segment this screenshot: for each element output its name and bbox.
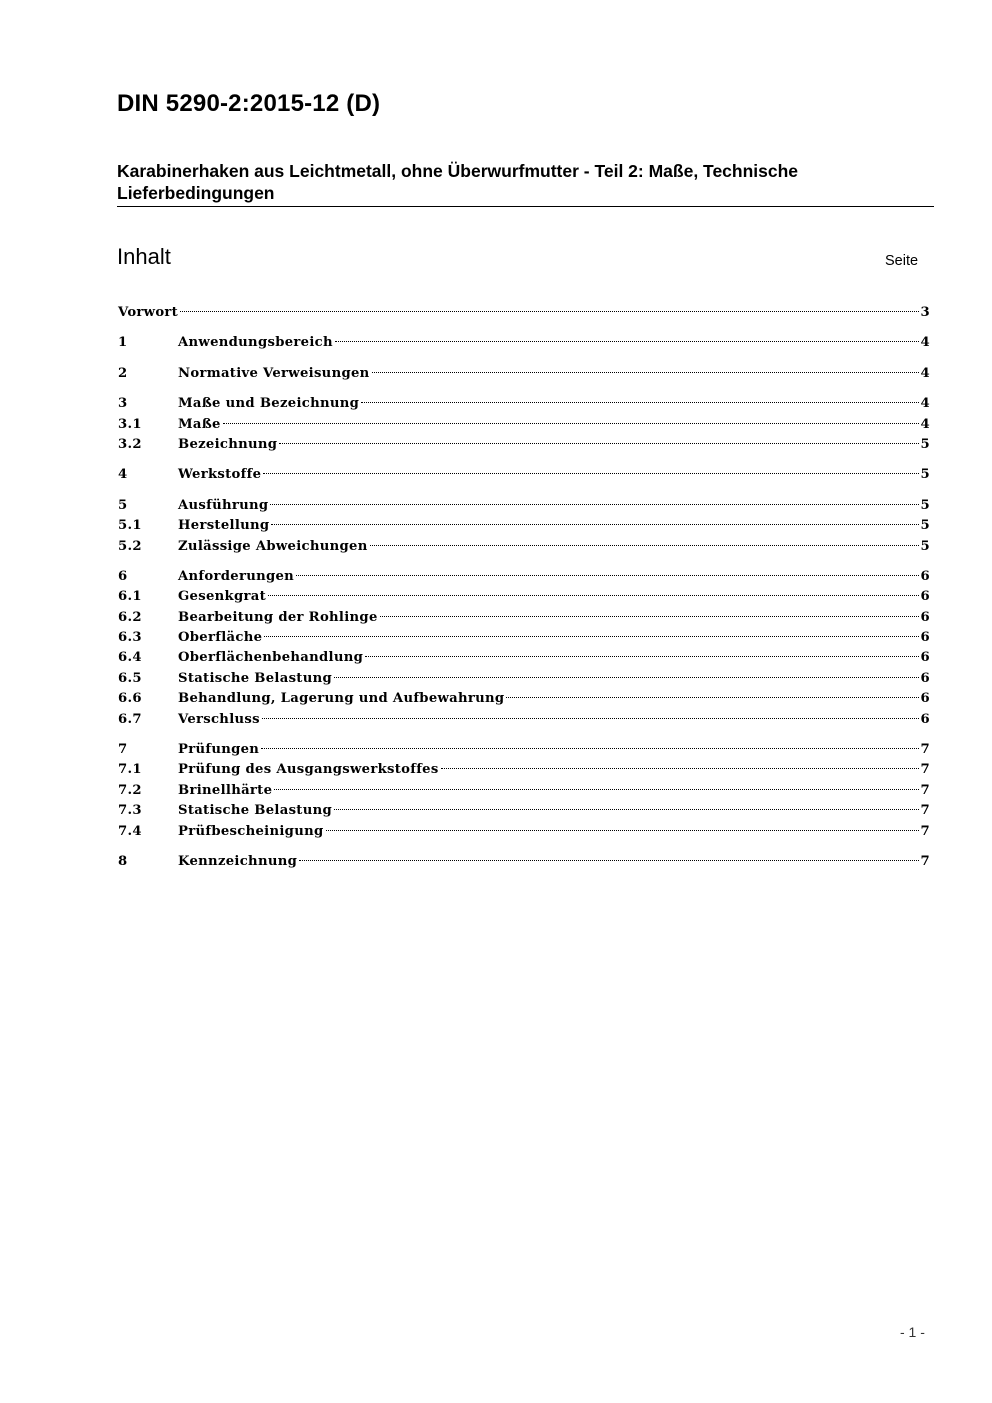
toc-entry-4[interactable] — [118, 465, 930, 485]
toc-entry-page: 6 — [920, 670, 930, 686]
toc-entry-page: 6 — [920, 691, 930, 707]
toc-entry-label: Ausführung — [178, 497, 269, 513]
toc-entry-7[interactable] — [118, 740, 930, 760]
dot-leader — [180, 311, 918, 312]
toc-entry-label: Statische Belastung — [178, 803, 332, 819]
dot-leader — [264, 636, 918, 637]
toc-entry-page: 6 — [920, 630, 930, 646]
dot-leader — [271, 524, 918, 525]
toc-entry-number: 4 — [118, 467, 128, 483]
toc-entry-number: 7.3 — [118, 803, 142, 819]
toc-entry-page: 7 — [920, 803, 930, 819]
dot-leader — [296, 575, 918, 576]
dot-leader — [326, 830, 919, 831]
toc-entry-number: 3 — [118, 396, 128, 412]
toc-entry-number: 5.2 — [118, 538, 142, 554]
toc-entry-number: 5.1 — [118, 518, 142, 534]
toc-entry-page: 4 — [920, 416, 930, 432]
dot-leader — [262, 718, 919, 719]
toc-entry-page: 7 — [920, 853, 930, 869]
toc-entry-6[interactable] — [118, 567, 930, 587]
dot-leader — [365, 656, 918, 657]
toc-entry-2[interactable] — [118, 364, 930, 384]
toc-entry-page: 6 — [920, 609, 930, 625]
toc-entry-7-4[interactable] — [118, 822, 930, 842]
toc-entry-page: 7 — [920, 782, 930, 798]
toc-entry-7-2[interactable] — [118, 781, 930, 801]
dot-leader — [223, 423, 919, 424]
toc-entry-label: Brinellhärte — [178, 782, 273, 798]
toc-entry-label: Normative Verweisungen — [178, 365, 370, 381]
toc-entry-5[interactable] — [118, 496, 930, 516]
toc-entry-page: 5 — [920, 497, 930, 513]
toc-entry-8[interactable] — [118, 852, 930, 872]
toc-entry-6-1[interactable] — [118, 587, 930, 607]
dot-leader — [274, 789, 918, 790]
toc-entry-6-4[interactable] — [118, 648, 930, 668]
dot-leader — [370, 545, 919, 546]
toc-entry-label: Anforderungen — [178, 568, 295, 584]
toc-entry-label: Maße und Bezeichnung — [178, 396, 360, 412]
toc-entry-vorwort[interactable] — [118, 303, 930, 323]
toc-entry-page: 6 — [920, 589, 930, 605]
toc-entry-number: 1 — [118, 335, 128, 351]
toc-entry-6-2[interactable] — [118, 608, 930, 628]
toc-entry-page: 3 — [920, 305, 930, 320]
toc-entry-label: Gesenkgrat — [178, 589, 266, 605]
toc-entry-label: Statische Belastung — [178, 670, 332, 686]
toc-entry-label: Bezeichnung — [178, 436, 278, 452]
toc-heading: Inhalt — [117, 244, 171, 269]
toc-entry-label: Verschluss — [178, 711, 260, 727]
toc-entry-number: 7.1 — [118, 762, 142, 778]
dot-leader — [263, 473, 918, 474]
toc-entry-label: Oberflächenbehandlung — [178, 650, 364, 666]
toc-entry-7-1[interactable] — [118, 760, 930, 780]
toc-entry-label: Herstellung — [178, 518, 270, 534]
toc-entry-label: Vorwort — [118, 305, 179, 320]
dot-leader — [279, 443, 918, 444]
toc-entry-number: 3.2 — [118, 436, 142, 452]
dot-leader — [506, 697, 918, 698]
toc-entry-page: 7 — [920, 823, 930, 839]
dot-leader — [380, 616, 919, 617]
toc-entry-5-2[interactable] — [118, 537, 930, 557]
toc-entry-number: 6.2 — [118, 609, 142, 625]
toc-entry-page: 4 — [920, 365, 930, 381]
dot-leader — [335, 341, 919, 342]
toc-entry-6-5[interactable] — [118, 669, 930, 689]
toc-entry-page: 5 — [920, 467, 930, 483]
toc-page-column-label: Seite — [885, 253, 919, 269]
dot-leader — [334, 809, 919, 810]
dot-leader — [361, 402, 918, 403]
toc-entry-label: Prüfbescheinigung — [178, 823, 324, 839]
toc-entry-6-6[interactable] — [118, 689, 930, 709]
toc-entry-3[interactable] — [118, 394, 930, 414]
toc-entry-page: 6 — [920, 711, 930, 727]
page-number: - 1 - — [900, 1324, 925, 1340]
dot-leader — [268, 595, 919, 596]
toc-entry-number: 6 — [118, 568, 128, 584]
dot-leader — [270, 504, 918, 505]
toc-entry-label: Anwendungsbereich — [178, 335, 333, 351]
toc-entry-page: 5 — [920, 436, 930, 452]
toc-entry-label: Oberfläche — [178, 630, 263, 646]
toc-entry-page: 5 — [920, 538, 930, 554]
toc-entry-label: Prüfungen — [178, 742, 260, 758]
toc-entry-number: 2 — [118, 365, 128, 381]
toc-entry-number: 8 — [118, 853, 128, 869]
toc-entry-number: 6.6 — [118, 691, 142, 707]
toc-entry-number: 7 — [118, 742, 128, 758]
dot-leader — [261, 748, 918, 749]
toc-entry-number: 6.3 — [118, 630, 142, 646]
toc-entry-page: 7 — [920, 742, 930, 758]
toc-entry-label: Werkstoffe — [178, 467, 262, 483]
dot-leader — [441, 768, 919, 769]
dot-leader — [299, 860, 918, 861]
toc-entry-page: 6 — [920, 650, 930, 666]
toc-entry-label: Behandlung, Lagerung und Aufbewahrung — [178, 691, 505, 707]
toc-entry-number: 5 — [118, 497, 128, 513]
toc-entry-number: 3.1 — [118, 416, 142, 432]
document-title: Karabinerhaken aus Leichtmetall, ohne Überwurfmutter - Teil 2: Maße, Technische Lieferbedingungen — [117, 161, 799, 203]
toc-entry-number: 6.5 — [118, 670, 142, 686]
dot-leader — [372, 372, 919, 373]
toc-entry-5-1[interactable] — [118, 516, 930, 536]
toc-entry-number: 7.2 — [118, 782, 142, 798]
dot-leader — [334, 677, 919, 678]
toc-entry-number: 6.7 — [118, 711, 142, 727]
toc-entry-number: 7.4 — [118, 823, 142, 839]
toc-entry-label: Bearbeitung der Rohlinge — [178, 609, 378, 625]
toc-entry-number: 6.1 — [118, 589, 142, 605]
toc-entry-label: Maße — [178, 416, 221, 432]
toc-entry-page: 6 — [920, 568, 930, 584]
toc-entry-page: 4 — [920, 396, 930, 412]
toc-entry-label: Zulässige Abweichungen — [178, 538, 368, 554]
toc-entry-page: 4 — [920, 335, 930, 351]
toc-entry-1[interactable] — [118, 333, 930, 353]
toc-entry-label: Prüfung des Ausgangswerkstoffes — [178, 762, 439, 778]
toc-entry-page: 7 — [920, 762, 930, 778]
toc-entry-6-3[interactable] — [118, 628, 930, 648]
toc-entry-number: 6.4 — [118, 650, 142, 666]
toc-entry-label: Kennzeichnung — [178, 853, 298, 869]
toc-entry-page: 5 — [920, 518, 930, 534]
toc-entry-6-7[interactable] — [118, 710, 930, 730]
toc-entry-3-2[interactable] — [118, 435, 930, 455]
toc-entry-7-3[interactable] — [118, 801, 930, 821]
document-id: DIN 5290-2:2015-12 (D) — [117, 90, 381, 117]
table-of-contents — [118, 303, 930, 872]
toc-entry-3-1[interactable] — [118, 415, 930, 435]
title-divider — [117, 206, 934, 207]
